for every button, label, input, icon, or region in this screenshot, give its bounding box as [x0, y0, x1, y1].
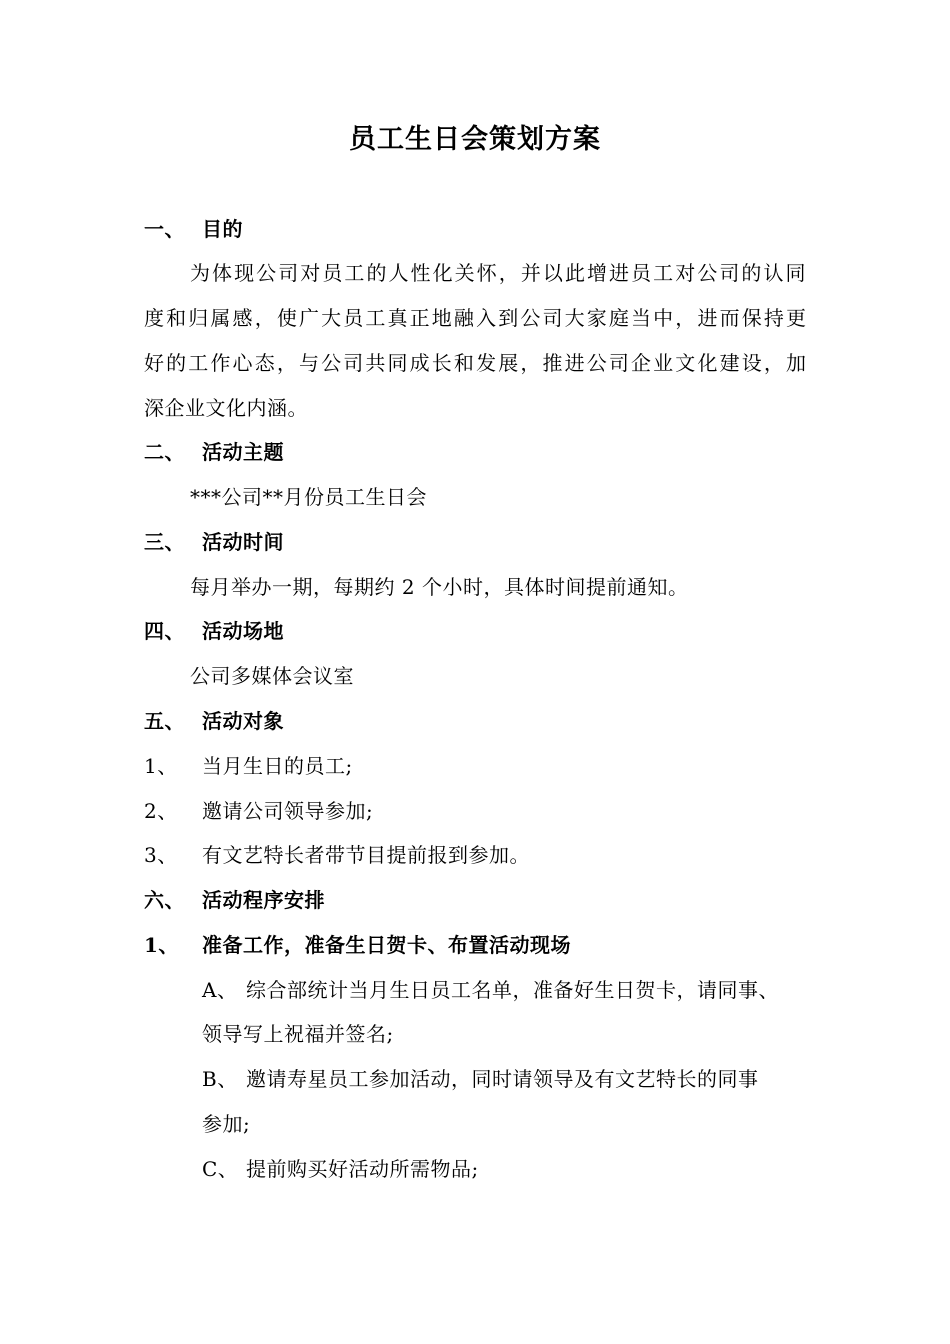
subitem-line: 综合部统计当月生日员工名单，准备好生日贺卡，请同事、	[246, 978, 779, 1002]
section-number: 五、	[144, 709, 185, 733]
section-heading-time	[144, 528, 284, 556]
list-item-text: 当月生日的员工;	[202, 754, 353, 778]
list-item-number: 1、	[144, 754, 178, 778]
subitem-a	[202, 976, 806, 1004]
subitem-letter: B、	[202, 1067, 238, 1091]
subsection-heading	[144, 931, 571, 959]
section-text: 每月举办一期，每期约 2 个小时，具体时间提前通知。	[190, 575, 689, 599]
subitem-letter: A、	[202, 978, 238, 1002]
subsection-title: 准备工作，准备生日贺卡、布置活动现场	[202, 933, 571, 957]
list-item	[144, 752, 353, 780]
section-title: 活动主题	[202, 440, 284, 464]
section-heading-theme	[144, 438, 284, 466]
subitem-c	[202, 1155, 479, 1183]
list-item-text: 邀请公司领导参加;	[202, 799, 374, 823]
subitem-line: 邀请寿星员工参加活动，同时请领导及有文艺特长的同事	[246, 1067, 759, 1091]
paragraph-line: 为体现公司对员工的人性化关怀，并以此增进员工对公司的认同	[190, 261, 806, 285]
subsection-number: 1、	[144, 933, 179, 957]
section-number: 四、	[144, 619, 185, 643]
section-number: 二、	[144, 440, 185, 464]
section-number: 三、	[144, 530, 185, 554]
paragraph-line: 好的工作心态，与公司共同成长和发展，推进公司企业文化建设，加	[144, 351, 806, 375]
section-heading-purpose	[144, 215, 243, 243]
section-title: 活动时间	[202, 530, 284, 554]
subitem-b	[202, 1065, 806, 1093]
list-item	[144, 841, 530, 869]
section-number: 六、	[144, 888, 185, 912]
list-item	[144, 797, 373, 825]
subitem-line: 提前购买好活动所需物品;	[246, 1157, 479, 1181]
subitem-line: 领导写上祝福并签名;	[202, 1022, 394, 1046]
document-title: 员工生日会策划方案	[349, 124, 601, 155]
paragraph-line: 度和归属感，使广大员工真正地融入到公司大家庭当中，进而保持更	[144, 306, 806, 330]
list-item-number: 2、	[144, 799, 178, 823]
paragraph-line: 深企业文化内涵。	[144, 396, 308, 420]
list-item-text: 有文艺特长者带节目提前报到参加。	[202, 843, 530, 867]
list-item-number: 3、	[144, 843, 178, 867]
section-title: 活动场地	[202, 619, 284, 643]
section-title: 目的	[202, 217, 243, 241]
section-text: ***公司**月份员工生日会	[190, 485, 427, 509]
section-heading-schedule	[144, 886, 325, 914]
section-heading-venue	[144, 617, 284, 645]
section-title: 活动程序安排	[202, 888, 325, 912]
section-number: 一、	[144, 217, 185, 241]
section-heading-audience	[144, 707, 284, 735]
subitem-line: 参加;	[202, 1112, 251, 1136]
subitem-letter: C、	[202, 1157, 239, 1181]
section-title: 活动对象	[202, 709, 284, 733]
section-text: 公司多媒体会议室	[190, 664, 354, 688]
